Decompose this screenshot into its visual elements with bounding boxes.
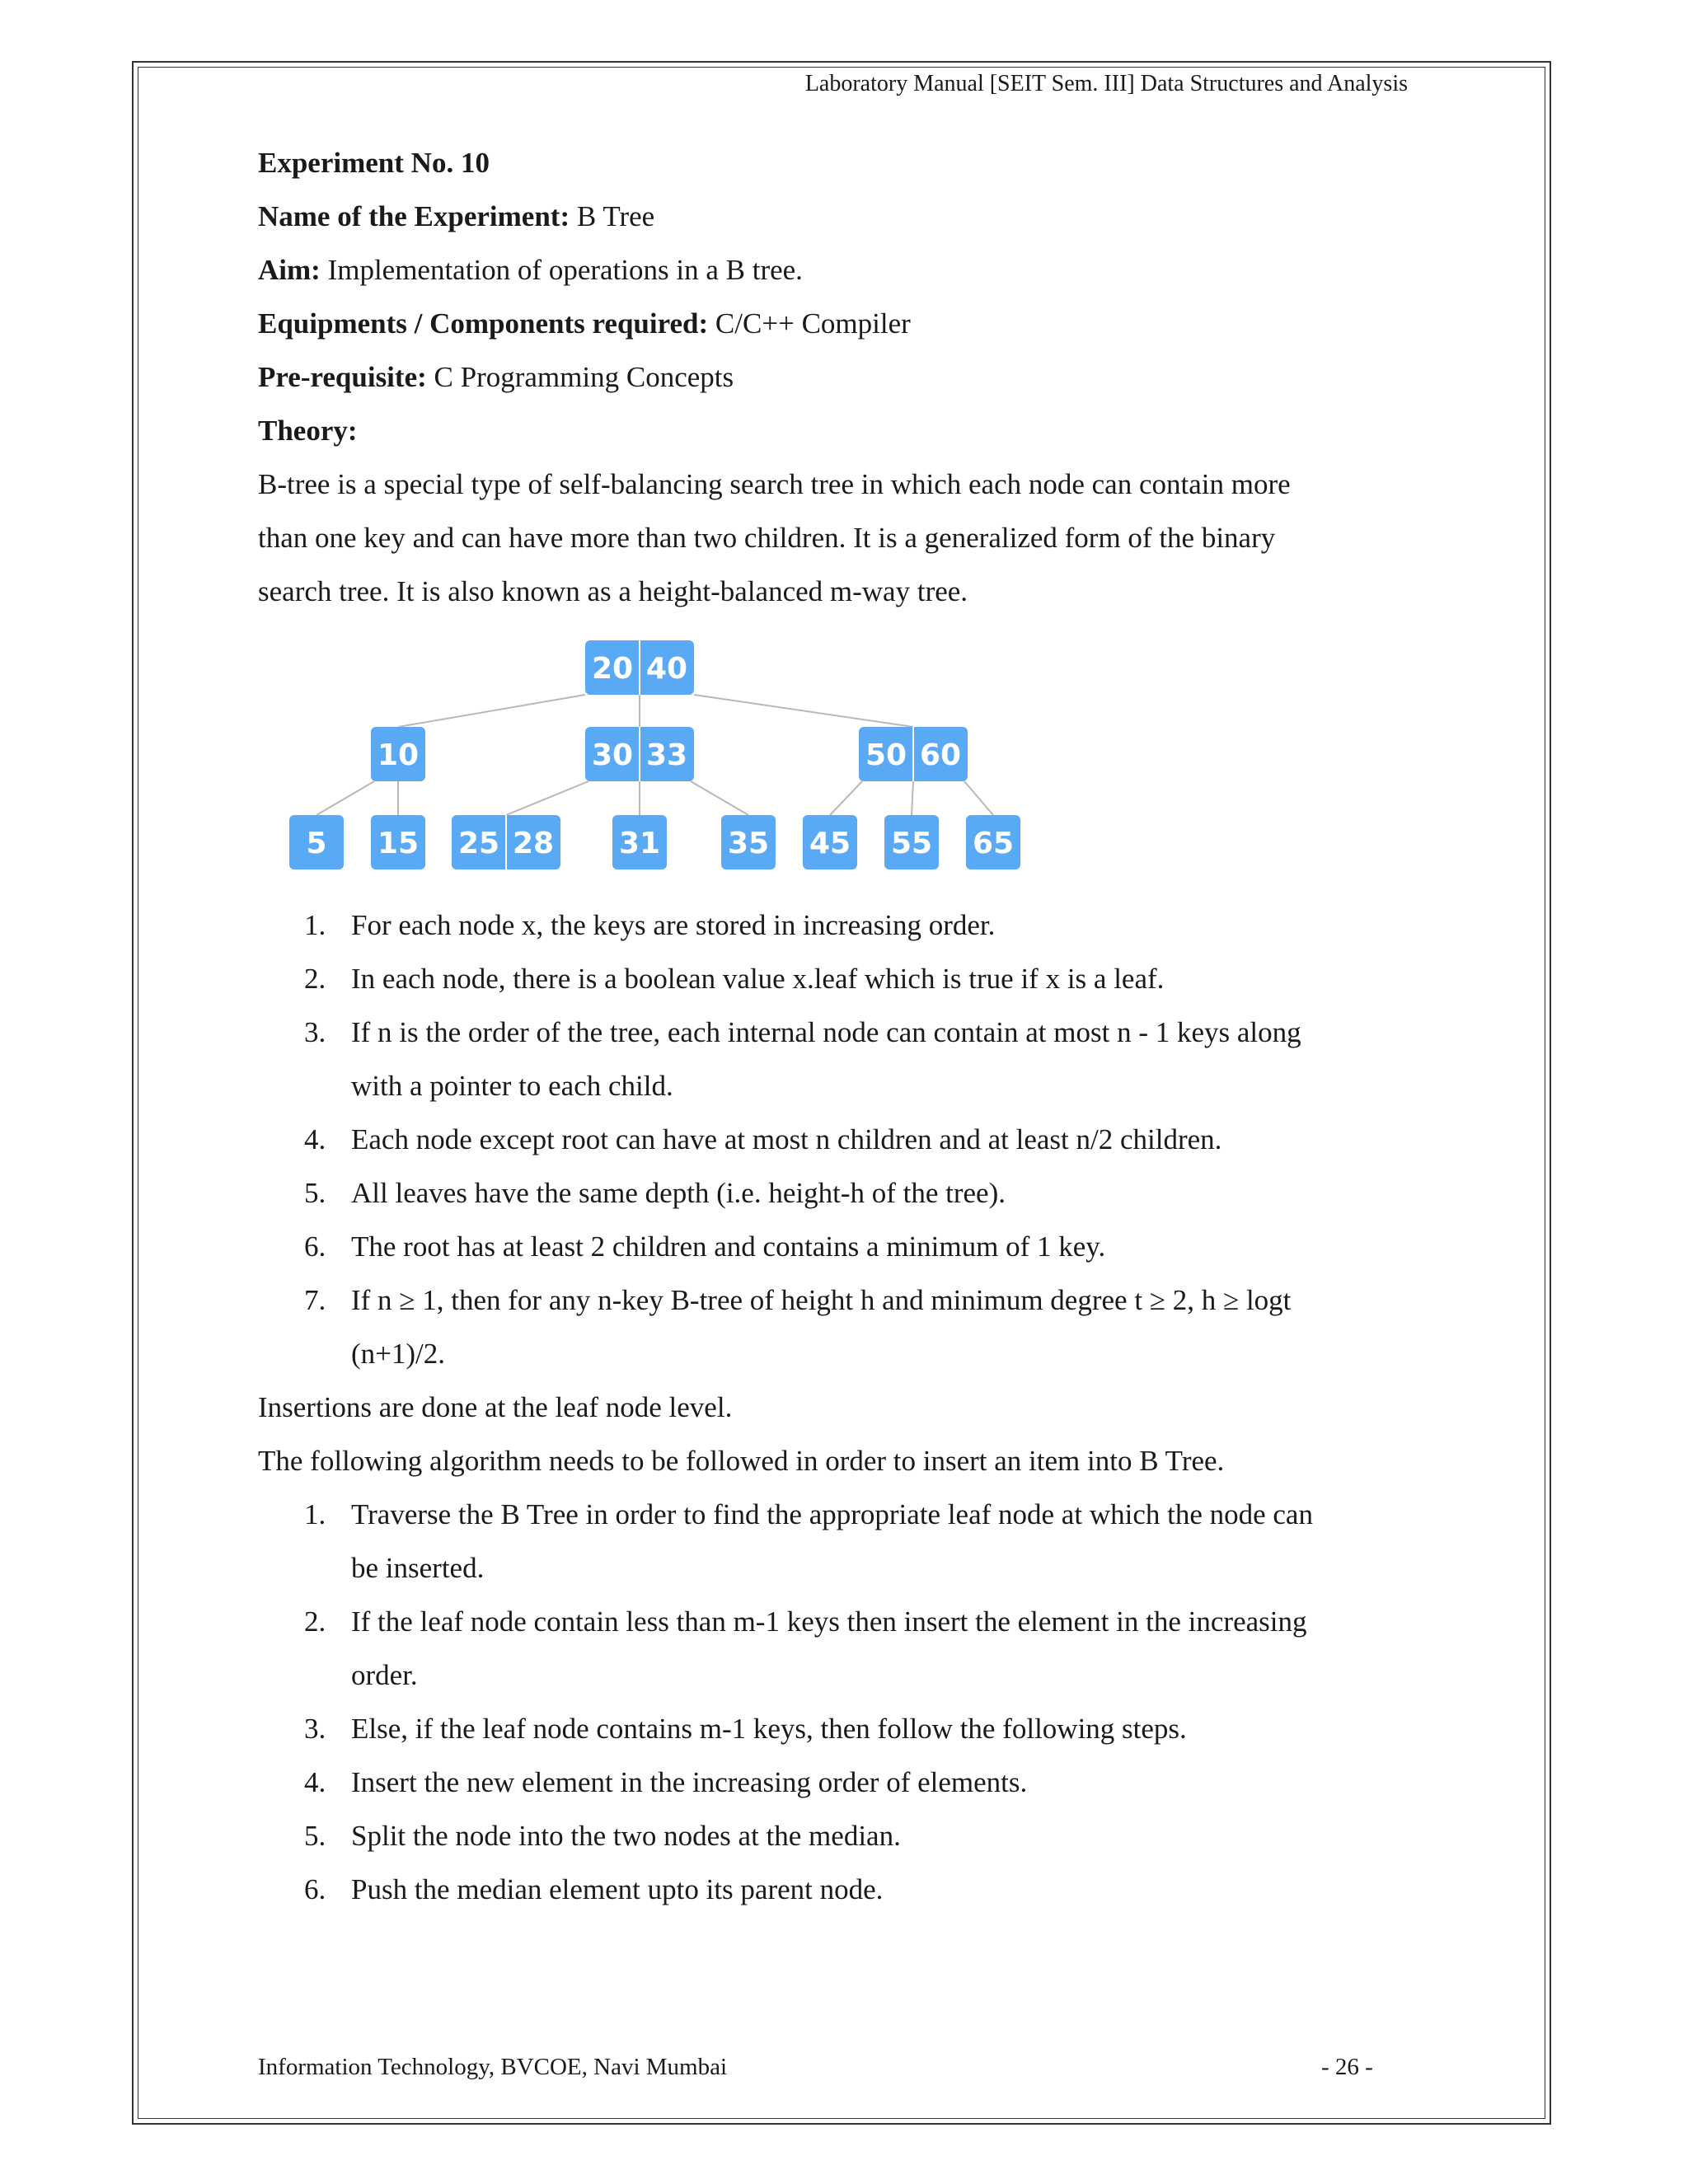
property-item-text: The root has at least 2 children and contains a minimum of 1 key. [351,1230,1106,1263]
property-item [258,1166,1428,1220]
step-item-number: 6. [304,1873,326,1905]
step-item-number: 4. [304,1766,326,1798]
tree-edge [912,781,913,815]
footer-page-number: - 26 - [1321,2054,1373,2080]
step-item-number: 1. [304,1498,326,1530]
tree-key: 30 [591,738,634,772]
step-item [258,1488,1428,1595]
experiment-prerequisite: Pre-requisite: C Programming Concepts [258,361,734,393]
tree-leaf-node [612,815,667,869]
tree-leaf-node [452,815,560,869]
step-item-text: Traverse the B Tree in order to find the appropriate leaf node at which the node can [351,1498,1313,1530]
document-body [258,136,1428,1916]
running-header: Laboratory Manual [SEIT Sem. III] Data Structures and Analysis [804,71,1408,96]
step-item-number: 5. [304,1820,326,1852]
btree-diagram [258,618,1428,898]
experiment-equipments: Equipments / Components required: C/C++ Compiler [258,307,911,340]
property-item [258,1220,1428,1273]
tree-key: 45 [809,827,851,860]
property-item-number: 6. [304,1230,326,1263]
property-item-number: 2. [304,963,326,995]
tree-key: 10 [377,738,420,772]
tree-edge [964,781,993,815]
property-item-text: For each node x, the keys are stored in increasing order. [351,909,996,941]
property-item [258,1005,1428,1113]
tree-key: 31 [618,827,661,860]
step-item-number: 2. [304,1605,326,1638]
theory-heading: Theory: [258,415,358,447]
tree-edge [830,781,862,815]
tree-key: 40 [645,652,688,686]
insertion-steps-list [258,1488,1428,1916]
experiment-number: Experiment No. 10 [258,147,490,179]
property-item-number: 5. [304,1177,326,1209]
step-item-text: Else, if the leaf node contains m-1 keys, then follow the following steps. [351,1713,1187,1745]
tree-edge [506,781,588,815]
property-item [258,898,1428,952]
property-item-text: with a pointer to each child. [351,1070,673,1102]
property-item-number: 4. [304,1123,326,1155]
tree-key: 50 [865,738,907,772]
property-item-text: (n+1)/2. [351,1338,446,1370]
theory-paragraph: B-tree is a special type of self-balancing search tree in which each node can contain more than one key and can have more than two children. It is a generalized form of the binary search tree. It is also known as a height-balanced m-way tree. [258,468,1291,607]
property-item-text: If n ≥ 1, then for any n-key B-tree of height h and minimum degree t ≥ 2, h ≥ logt [351,1284,1292,1316]
tree-key: 55 [890,827,933,860]
step-item [258,1755,1428,1809]
tree-key: 5 [306,827,327,860]
property-item-text: In each node, there is a boolean value x.leaf which is true if x is a leaf. [351,963,1165,995]
step-item-text: Split the node into the two nodes at the median. [351,1820,901,1852]
tree-key: 25 [457,827,500,860]
tree-leaf-node [371,815,425,869]
tree-key: 15 [377,827,420,860]
property-item [258,1273,1428,1380]
tree-leaf-node [289,815,344,869]
tree-leaf-node [966,815,1020,869]
step-item [258,1809,1428,1863]
property-item-text: If n is the order of the tree, each internal node can contain at most n - 1 keys along [351,1016,1301,1048]
step-item-number: 3. [304,1713,326,1745]
tree-edge [691,781,748,815]
btree-properties-list [258,898,1428,1380]
tree-key: 35 [727,827,770,860]
tree-key: 65 [972,827,1015,860]
step-item [258,1595,1428,1702]
step-item-text: Insert the new element in the increasing order of elements. [351,1766,1028,1798]
property-item [258,952,1428,1005]
step-item-text: Push the median element upto its parent node. [351,1873,884,1905]
tree-leaf-node [884,815,939,869]
tree-internal-node [859,727,968,781]
tree-leaf-node [803,815,857,869]
tree-edge [694,695,913,727]
insertion-intro-2: The following algorithm needs to be followed in order to insert an item into B Tree. [258,1445,1225,1477]
tree-root-node [585,640,694,695]
step-item [258,1702,1428,1755]
step-item-text: If the leaf node contain less than m-1 keys then insert the element in the increasing [351,1605,1307,1638]
tree-edge [316,781,374,815]
experiment-aim: Aim: Implementation of operations in a B tree. [258,254,803,286]
tree-key: 28 [512,827,555,860]
property-item [258,1113,1428,1166]
insertion-intro-1: Insertions are done at the leaf node level. [258,1391,733,1423]
experiment-name: Name of the Experiment: B Tree [258,200,655,232]
btree-diagram-svg [258,618,1428,898]
tree-key: 20 [591,652,634,686]
step-item-text: be inserted. [351,1552,485,1584]
property-item-text: Each node except root can have at most n children and at least n/2 children. [351,1123,1222,1155]
tree-key: 60 [919,738,962,772]
property-item-number: 3. [304,1016,326,1048]
tree-internal-node [585,727,694,781]
footer-institution: Information Technology, BVCOE, Navi Mumbai [258,2054,728,2080]
step-item-text: order. [351,1659,418,1691]
property-item-number: 7. [304,1284,326,1316]
tree-internal-node [371,727,425,781]
property-item-text: All leaves have the same depth (i.e. height-h of the tree). [351,1177,1006,1209]
tree-leaf-node [721,815,776,869]
tree-edge [398,695,585,727]
property-item-number: 1. [304,909,326,941]
step-item [258,1863,1428,1916]
tree-key: 33 [645,738,688,772]
